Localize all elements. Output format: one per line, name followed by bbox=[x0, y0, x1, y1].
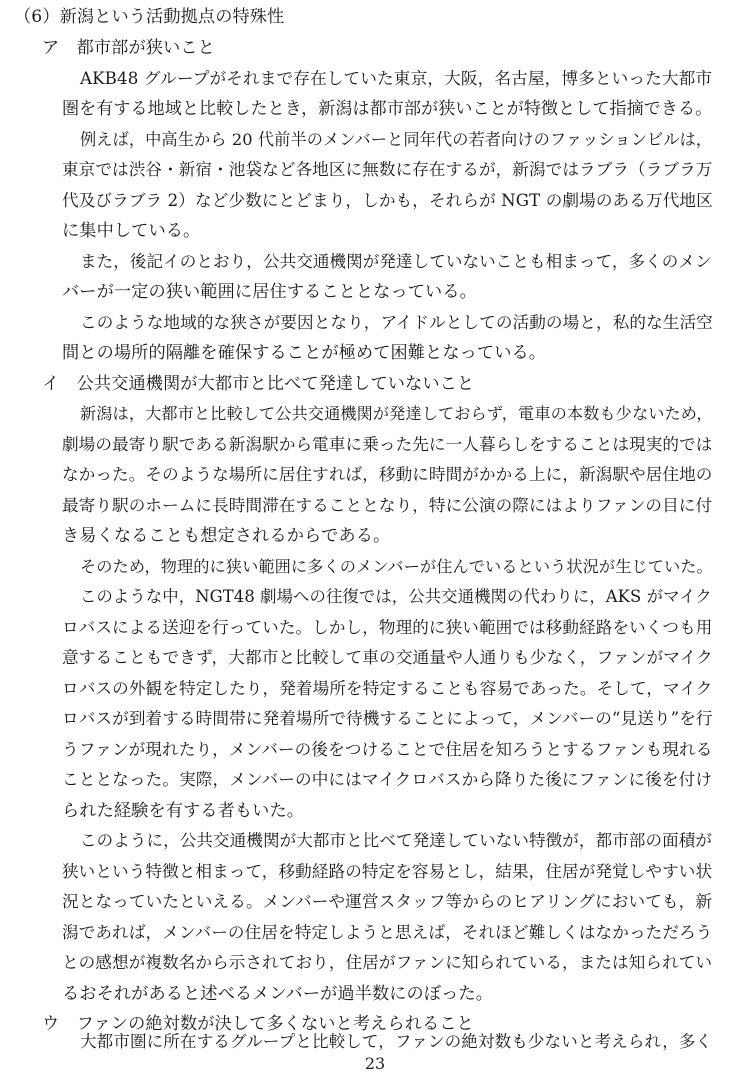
paragraph-line: うファンが現れたり，メンバーの後をつけることで住居を知ろうとするファンも現れる bbox=[62, 740, 713, 759]
paragraph-line: なかった。そのような場所に居住すれば，移動に時間がかかる上に，新潟駅や居住地の bbox=[62, 465, 713, 484]
paragraph-line: 例えば，中高生から 20 代前半のメンバーと同年代の若者向けのファッションビルは， bbox=[80, 130, 713, 149]
paragraph-line: このような地域的な狭さが要因となり，アイドルとしての活動の場と，私的な生活空 bbox=[80, 313, 713, 332]
paragraph-line: 大都市圏に所在するグループと比較して，ファンの絶対数も少ないと考えられ，多く bbox=[80, 1032, 713, 1051]
page-number: 23 bbox=[364, 1054, 386, 1073]
paragraph-line: 代及びラブラ 2）など少数にとどまり，しかも，それらが NGT の劇場のある万代地区 bbox=[62, 191, 713, 210]
paragraph-line: ロバスが到着する時間帯に発着場所で待機することによって，メンバーの“見送り”を行 bbox=[62, 709, 713, 728]
paragraph-line: ロバスによる送迎を行っていた。しかし，物理的に狭い範囲では移動経路をいくつも用 bbox=[62, 618, 713, 637]
paragraph-line: 新潟は，大都市と比較して公共交通機関が発達しておらず，電車の本数も少ないため， bbox=[80, 404, 713, 423]
subsection-heading-i: イ 公共交通機関が大都市と比べて発達していないこと bbox=[42, 374, 475, 394]
paragraph-line: 狭いという特徴と相まって，移動経路の特定を容易とし，結果，住居が発覚しやすい状 bbox=[62, 862, 713, 881]
paragraph-line: 圏を有する地域と比較したとき，新潟は都市部が狭いことが特徴として指摘できる。 bbox=[62, 99, 713, 119]
paragraph-line: 東京では渋谷・新宿・池袋など各地区に無数に存在するが，新潟ではラブラ（ラブラ万 bbox=[62, 160, 713, 179]
paragraph-line: るおそれがあると述べるメンバーが過半数にのぼった。 bbox=[62, 984, 493, 1004]
paragraph-line: に集中している。 bbox=[62, 221, 201, 241]
section-heading: （6）新潟という活動拠点の特殊性 bbox=[14, 7, 285, 27]
paragraph-line: 最寄り駅のホームに長時間滞在することとなり，特に公演の際にはよりファンの目に付 bbox=[62, 496, 713, 515]
paragraph-line: また，後記イのとおり，公共交通機関が発達していないことも相まって，多くのメン bbox=[80, 252, 712, 271]
paragraph-line: 間との場所的隔離を確保することが極めて困難となっている。 bbox=[62, 343, 547, 363]
paragraph-line: こととなった。実際，メンバーの中にはマイクロバスから降りた後にファンに後を付け bbox=[62, 770, 713, 789]
paragraph-line: 劇場の最寄り駅である新潟駅から電車に乗った先に一人暮らしをすることは現実的では bbox=[62, 435, 713, 454]
paragraph-line: られた経験を有する者もいた。 bbox=[62, 801, 305, 821]
subsection-heading-u: ウ ファンの絶対数が決して多くないと考えられること bbox=[42, 1014, 474, 1034]
paragraph-line: き易くなることも想定されるからである。 bbox=[62, 526, 391, 546]
paragraph-line: AKB48 グループがそれまで存在していた東京，大阪，名古屋，博多といった大都市 bbox=[80, 69, 713, 88]
paragraph-line: そのため，物理的に狭い範囲に多くのメンバーが住んでいるという状況が生じていた。 bbox=[80, 557, 713, 576]
paragraph-line: このように，公共交通機関が大都市と比べて発達していない特徴が，都市部の面積が bbox=[80, 831, 712, 850]
paragraph-line: 況となっていたといえる。メンバーや運営スタッフ等からのヒアリングにおいても，新 bbox=[62, 892, 713, 911]
paragraph-line: 潟であれば，メンバーの住居を特定しようと思えば，それほど難しくはなかっただろう bbox=[62, 923, 713, 942]
paragraph-line: 意することもできず，大都市と比較して車の交通量や人通りも少なく，ファンがマイク bbox=[62, 648, 713, 667]
paragraph-line: バーが一定の狭い範囲に居住することとなっている。 bbox=[62, 282, 477, 302]
paragraph-line: このような中，NGT48 劇場への往復では，公共交通機関の代わりに，AKS がマイク bbox=[80, 587, 712, 606]
paragraph-line: ロバスの外観を特定したり，発着場所を特定することも容易であった。そして，マイク bbox=[62, 679, 713, 698]
paragraph-line: との感想が複数名から示されており，住居がファンに知られている，または知られてい bbox=[62, 953, 713, 972]
subsection-heading-a: ア 都市部が狭いこと bbox=[42, 38, 215, 58]
